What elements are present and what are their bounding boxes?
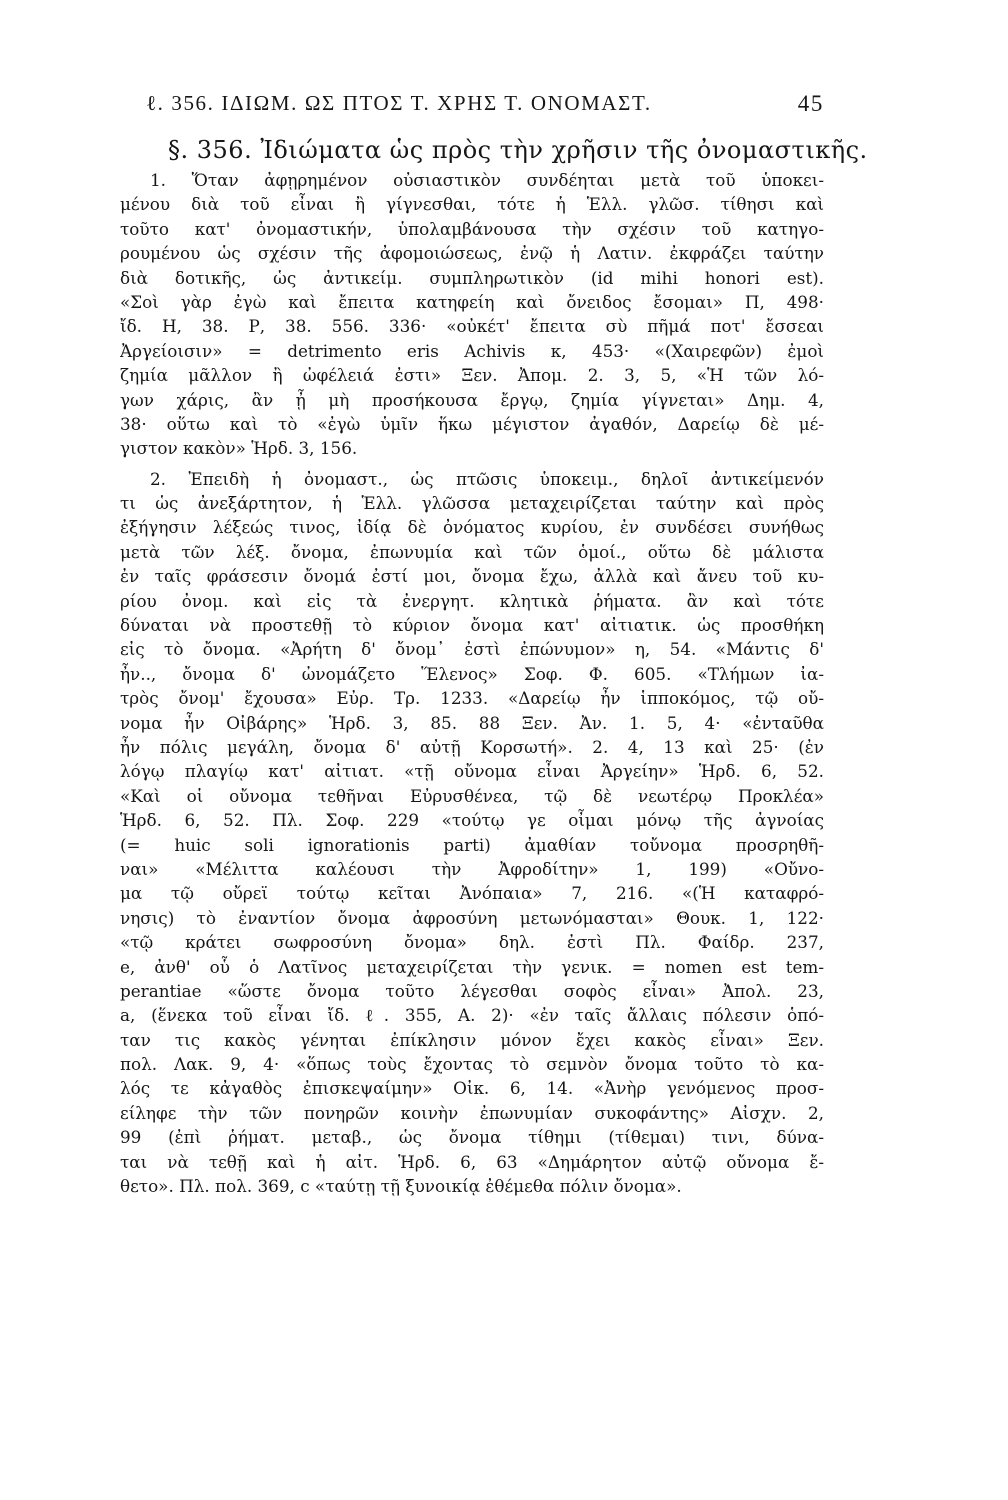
text-line: ναι» «Μέλιττα καλέουσι τὴν Ἀφροδίτην» 1, 199) «Οὔνο- [120, 858, 824, 879]
text-line: δύναται νὰ προστεθῇ τὸ κύριον ὄνομα κατ' αἰτιατικ. ὡς προσθήκη [120, 615, 824, 636]
text-line: 2. Ἐπειδὴ ἡ ὀνομαστ., ὡς πτῶσις ὑποκειμ., δηλοῖ ἀντικείμενόν [150, 468, 824, 489]
text-line: τι ὡς ἀνεξάρτητον, ἡ Ἑλλ. γλῶσσα μεταχειρίζεται ταύτην καὶ πρὸς [120, 493, 824, 514]
section-title: §. 356. Ἰδιώματα ὡς πρὸς τὴν χρῆσιν τῆς ὀνομαστικῆς. [168, 136, 868, 164]
text-line: πολ. Λακ. 9, 4· «ὅπως τοὺς ἔχοντας τὸ σεμνὸν ὄνομα τοῦτο τὸ κα- [120, 1054, 824, 1075]
text-line: νομα ἦν Οἰβάρης» Ἡρδ. 3, 85. 88 Ξεν. Ἀν. 1. 5, 4· «ἐνταῦθα [120, 712, 824, 733]
text-line: (= huic soli ignorationis parti) ἀμαθίαν τοὔνομα προσρηθῆ- [120, 834, 824, 855]
text-line: ἦν.., ὄνομα δ' ὠνομάζετο Ἕλενος» Σοφ. Φ. 605. «Τλήμων ἰα- [120, 663, 824, 684]
text-line: είληφε τὴν τῶν πονηρῶν κοινὴν ἐπωνυμίαν συκοφάντης» Αἰσχν. 2, [120, 1102, 824, 1123]
text-line: «Σοὶ γὰρ ἐγὼ καὶ ἔπειτα κατηφείη καὶ ὄνειδος ἔσομαι» Π, 498· [120, 291, 824, 312]
paragraph [120, 467, 824, 1199]
text-line: Ἡρδ. 6, 52. Πλ. Σοφ. 229 «τούτῳ γε οἶμαι μόνῳ τῆς ἀγνοίας [120, 810, 824, 831]
running-head-title: ℓ. 356. ΙΔΙΩΜ. ΩΣ ΠΤΟΣ Τ. ΧΡΗΣ Τ. ΟΝΟΜΑΣΤ. [146, 91, 652, 115]
text-line: νησις) τὸ ἐναντίον ὄνομα ἀφροσύνη μετωνόμασται» Θουκ. 1, 122· [120, 907, 824, 928]
text-line: ρίου ὀνομ. καὶ εἰς τὰ ἐνεργητ. κλητικὰ ῥήματα. ἂν καὶ τότε [120, 590, 824, 611]
text-line: μετὰ τῶν λέξ. ὄνομα, ἐπωνυμία καὶ τῶν ὁμοί., οὕτω δὲ μάλιστα [120, 541, 824, 562]
text-line: μένου διὰ τοῦ εἶναι ἢ γίγνεσθαι, τότε ἡ Ἑλλ. γλῶσ. τίθησι καὶ [120, 194, 824, 215]
text-line: τρὸς ὄνομ' ἔχουσα» Εὐρ. Τρ. 1233. «Δαρείῳ ἦν ἱπποκόμος, τῷ οὔ- [120, 688, 824, 709]
text-line: e, ἀνθ' οὗ ὁ Λατῖνος μεταχειρίζεται τὴν γενικ. = nomen est tem- [120, 956, 824, 977]
text-line: ρουμένου ὡς σχέσιν τῆς ἀφομοιώσεως, ἐνῷ ἡ Λατιν. ἐκφράζει ταύτην [120, 243, 824, 264]
text-line: «Καὶ οἱ οὔνομα τεθῆναι Εὐρυσθένεα, τῷ δὲ νεωτέρῳ Προκλέα» [120, 785, 824, 806]
text-line: perantiae «ὥστε ὄνομα τοῦτο λέγεσθαι σοφὸς εἶναι» Ἀπολ. 23, [120, 980, 824, 1001]
text-line: ταν τις κακὸς γένηται ἐπίκλησιν μόνον ἔχει κακὸς εἶναι» Ξεν. [120, 1029, 824, 1050]
running-head [146, 91, 824, 121]
text-line: ἴδ. Η, 38. Ρ, 38. 556. 336· «οὐκέτ' ἔπειτα σὺ πῆμά ποτ' ἔσσεαι [120, 316, 824, 337]
text-line: ζημία μᾶλλον ἢ ὠφέλειά ἐστι» Ξεν. Ἀπομ. 2. 3, 5, «Ἡ τῶν λό- [120, 365, 824, 386]
text-line: ἐξήγησιν λέξεώς τινος, ἰδίᾳ δὲ ὀνόματος κυρίου, ἐν συνδέσει συνήθως [120, 517, 824, 538]
text-line: «τῷ κράτει σωφροσύνη ὄνομα» δηλ. ἐστὶ Πλ. Φαίδρ. 237, [120, 932, 824, 953]
text-line: ἐν ταῖς φράσεσιν ὄνομά ἐστί μοι, ὄνομα ἔχω, ἀλλὰ καὶ ἄνευ τοῦ κυ- [120, 566, 824, 587]
text-line: εἰς τὸ ὄνομα. «Ἀρήτη δ' ὄνομ᾽ ἐστὶ ἐπώνυμον» η, 54. «Μάντις δ' [120, 639, 824, 660]
text-line: λός τε κἀγαθὸς ἐπισκεψαίμην» Οἰκ. 6, 14. «Ἀνὴρ γενόμενος προσ- [120, 1078, 824, 1099]
paragraph [120, 168, 824, 461]
text-line: γιστον κακὸν» Ἡρδ. 3, 156. [120, 438, 358, 459]
text-line: a, (ἕνεκα τοῦ εἶναι ἴδ. ℓ. 355, Α. 2)· «ἐν ταῖς ἄλλαις πόλεσιν ὁπό- [120, 1005, 824, 1026]
text-line: μα τῷ οὔρεϊ τούτῳ κεῖται Ἀνόπαια» 7, 216. «(Ἡ καταφρό- [120, 883, 824, 904]
text-line: ται νὰ τεθῇ καὶ ἡ αἰτ. Ἡρδ. 6, 63 «Δημάρητον αὐτῷ οὔνομα ἔ- [120, 1151, 824, 1172]
text-line: 38· οὕτω καὶ τὸ «ἐγὼ ὑμῖν ἥκω μέγιστον ἀγαθόν, Δαρείῳ δὲ μέ- [120, 413, 824, 434]
text-line: ἦν πόλις μεγάλη, ὄνομα δ' αὐτῇ Κορσωτή». 2. 4, 13 καὶ 25· (ἐν [120, 736, 824, 757]
text-line: λόγῳ πλαγίῳ κατ' αἰτιατ. «τῇ οὔνομα εἶναι Ἀργείην» Ἡρδ. 6, 52. [120, 761, 824, 782]
text-line: γων χάρις, ἂν ᾖ μὴ προσήκουσα ἔργῳ, ζημία γίγνεται» Δημ. 4, [120, 389, 824, 410]
page-number: 45 [797, 91, 824, 116]
text-line: θετο». Πλ. πολ. 369, c «ταύτῃ τῇ ξυνοικίᾳ ἐθέμεθα πόλιν ὄνομα». [120, 1176, 682, 1197]
text-line: 99 (ἐπὶ ῥήματ. μεταβ., ὡς ὄνομα τίθημι (τίθεμαι) τινι, δύνα- [120, 1127, 824, 1148]
body-text [120, 168, 824, 1198]
text-line: τοῦτο κατ' ὀνομαστικήν, ὑπολαμβάνουσα τὴν σχέσιν τοῦ κατηγο- [120, 218, 824, 239]
text-line: διὰ δοτικῆς, ὡς ἀντικείμ. συμπληρωτικὸν (id mihi honori est). [120, 267, 824, 288]
text-line: Ἀργείοισιν» = detrimento eris Achivis κ, 453· «(Χαιρεφῶν) ἐμοὶ [120, 340, 824, 361]
text-line: 1. Ὅταν ἀφῃρημένον οὐσιαστικὸν συνδέηται μετὰ τοῦ ὑποκει- [150, 170, 824, 190]
